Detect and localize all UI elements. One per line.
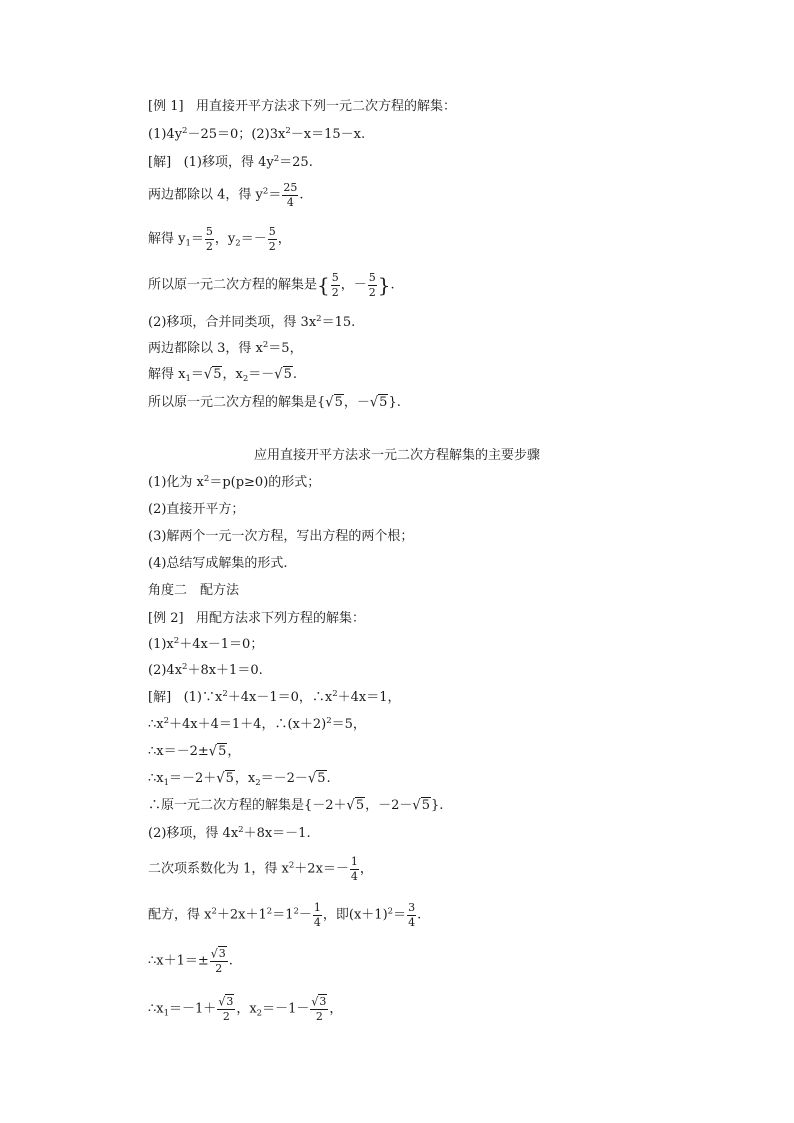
numerator: 25 [283, 181, 298, 194]
denominator: 2 [315, 1009, 323, 1023]
exp: 2 [182, 662, 188, 672]
exp: 2 [238, 825, 244, 835]
sqrt [325, 395, 344, 410]
radicand: 5 [421, 798, 430, 813]
radical-sign: √ [346, 797, 355, 814]
term: －x＝15－x. [290, 127, 366, 142]
ex1-sol-1 [148, 156, 313, 169]
text: ∴x＋1＝± [148, 953, 209, 969]
ex1-sol-3 [148, 226, 291, 252]
text: ＝－1－ [262, 1001, 310, 1017]
ex1-sol-7 [148, 366, 297, 384]
text: (1)移项，得 4y [183, 155, 274, 170]
ex2-label: [例 2] [148, 611, 184, 626]
text: . [299, 187, 304, 203]
text: ＋4x－1＝0，∴x [227, 690, 333, 705]
ex1-sol-5 [148, 316, 355, 329]
text: (1)∵x [183, 690, 223, 705]
text: ＝－ [240, 231, 267, 247]
ex2-sol-8 [148, 902, 421, 928]
text: ，即(x＋1) [322, 907, 388, 923]
text: ＝ [393, 907, 407, 923]
denominator: 2 [222, 1009, 230, 1023]
num-label: (2) [251, 127, 270, 142]
fraction [350, 856, 359, 882]
term: －25＝0 [187, 127, 239, 142]
text: ，－ [343, 395, 370, 410]
text: ∴x [148, 717, 164, 732]
sqrt [370, 395, 389, 410]
radicand: 5 [334, 395, 343, 410]
ex1-prompt: 用直接开平方法求下列一元二次方程的解集： [195, 99, 456, 114]
ex2-sol-9 [148, 948, 233, 974]
fraction [217, 996, 235, 1022]
text: ＝1 [272, 907, 294, 923]
fraction [407, 902, 416, 928]
radical-sign: √ [311, 994, 319, 1009]
fraction [205, 226, 214, 252]
radicand: 5 [317, 771, 326, 786]
num-label: (1) [148, 127, 167, 142]
text: ＋2x＝－ [294, 861, 349, 877]
fraction [310, 996, 328, 1022]
subscript: 1 [185, 238, 191, 249]
right-brace: } [377, 273, 391, 298]
subscript: 2 [242, 374, 249, 384]
text: ＋4x＋4＝1＋4，∴(x＋2) [169, 717, 327, 732]
exp: 2 [203, 474, 210, 484]
text: . [326, 771, 331, 786]
text: ＋8x＋1＝0. [187, 663, 263, 678]
text: 两边都除以 4，得 y [148, 187, 263, 203]
ex1-problems [148, 128, 365, 141]
sqrt [347, 798, 366, 813]
text: ＝5， [331, 717, 366, 732]
denominator: 4 [313, 915, 321, 929]
numerator: 5 [368, 271, 376, 284]
radical-sign: √ [216, 770, 225, 787]
text: (1)化为 x [148, 475, 204, 490]
solution-label: [解] [148, 690, 172, 705]
ex2-sol-4 [148, 770, 331, 788]
ex2-sol-1 [148, 691, 401, 704]
radicand: 3 [218, 947, 226, 960]
step-3: (3)解两个一元一次方程，写出方程的两个根； [148, 529, 414, 544]
ex1-sol-2 [148, 182, 303, 208]
sqrt [311, 995, 327, 1008]
text: 二次项系数化为 1，得 x [148, 861, 289, 877]
radicand: 3 [319, 995, 327, 1008]
text: 配方，得 x [148, 907, 212, 923]
numerator: 1 [350, 855, 358, 868]
text: (2)移项，合并同类项，得 3x [148, 315, 317, 330]
numerator: 3 [408, 901, 416, 914]
fraction [282, 182, 298, 208]
radical-sign: √ [369, 394, 379, 411]
sqrt [204, 367, 223, 382]
solution-label: [解] [148, 155, 172, 170]
ex2-sol-2 [148, 718, 366, 731]
text: ＋4x－1＝0； [179, 637, 264, 652]
text: ，－ [340, 277, 367, 293]
text: 所以原一元二次方程的解集是{ [148, 395, 326, 410]
ex1-label: [例 1] [148, 99, 184, 114]
text: (2)移项，得 4x [148, 826, 239, 841]
term: 4x [166, 663, 183, 678]
sqrt [209, 744, 228, 759]
text: 解得 x [148, 367, 186, 382]
text: 两边都除以 3，得 x [148, 341, 263, 356]
sqrt [211, 947, 227, 960]
numerator: 5 [331, 271, 339, 284]
text: 解得 y [148, 231, 186, 247]
subscript: 2 [256, 1008, 263, 1019]
text: }. [430, 798, 444, 813]
ex2-sol-10 [148, 996, 342, 1022]
text: ，－2－ [365, 798, 413, 813]
radicand: 5 [218, 744, 227, 759]
exp: 2 [262, 186, 269, 197]
step-1 [148, 476, 320, 489]
exp: 2 [273, 154, 280, 164]
section-angle-2: 角度二 配方法 [148, 583, 240, 598]
term: x [166, 637, 174, 652]
radicand: 5 [283, 367, 292, 382]
subscript: 1 [185, 374, 191, 384]
exp: 2 [182, 126, 188, 136]
text: 所以原一元二次方程的解集是 [148, 277, 318, 293]
radical-sign: √ [307, 770, 317, 787]
ex2-problem-2 [148, 664, 263, 677]
ex1-sol-6 [148, 342, 303, 355]
radical-sign: √ [218, 994, 226, 1009]
radical-sign: √ [210, 946, 218, 961]
subscript: 1 [163, 778, 170, 788]
step-2: (2)直接开平方； [148, 502, 245, 517]
text: . [390, 277, 395, 293]
exp: 2 [211, 906, 217, 917]
sep: ； [238, 127, 252, 142]
text: ＝－1＋ [169, 1001, 217, 1017]
exp: 2 [332, 689, 338, 699]
numerator: 5 [205, 225, 213, 238]
text: ∴x＝－2± [148, 744, 209, 759]
text: . [228, 953, 233, 969]
text: ∴x [148, 771, 164, 786]
radical-sign: √ [325, 394, 334, 411]
text: ， [227, 744, 241, 759]
left-brace: { [317, 273, 330, 298]
exp: 2 [222, 689, 228, 699]
radical-sign: √ [274, 366, 283, 383]
radicand: 5 [213, 367, 222, 382]
sqrt [218, 995, 234, 1008]
denominator: 4 [408, 915, 416, 929]
denominator: 2 [268, 239, 276, 253]
ex1-heading [148, 100, 456, 113]
fraction [210, 948, 228, 974]
denominator: 2 [368, 285, 376, 299]
ex2-heading [148, 612, 365, 625]
ex1-sol-4 [148, 272, 395, 298]
sqrt [412, 798, 431, 813]
radicand: 5 [355, 798, 365, 813]
exp: 2 [285, 126, 291, 136]
steps-title: 应用直接开平方法求一元二次方程解集的主要步骤 [253, 448, 540, 463]
numerator: 5 [268, 225, 276, 238]
text: }. [388, 395, 401, 410]
text: ＝ [190, 231, 204, 247]
text: ，x [234, 771, 256, 786]
denominator: 4 [286, 195, 294, 209]
text: . [292, 367, 297, 382]
text: ＝5， [268, 341, 303, 356]
text: ， [359, 861, 373, 877]
text: ＝－ [248, 367, 275, 382]
ex2-sol-7 [148, 856, 373, 882]
numerator: 1 [313, 901, 321, 914]
exp: 2 [173, 636, 180, 646]
numerator [310, 996, 328, 1010]
text: ，x [222, 367, 243, 382]
ex2-sol-5 [148, 799, 443, 812]
fraction [368, 272, 377, 298]
exp: 2 [262, 340, 269, 350]
exp: 2 [288, 860, 295, 871]
text: ＝15. [321, 315, 356, 330]
sqrt [308, 771, 327, 786]
text: ，y [214, 231, 236, 247]
text: ， [277, 231, 291, 247]
term: 3x [269, 127, 286, 142]
radicand: 3 [226, 995, 234, 1008]
radicand: 5 [225, 771, 234, 786]
text: ＋2x＋1 [216, 907, 267, 923]
denominator: 2 [215, 961, 223, 975]
exp: 2 [387, 906, 394, 917]
ex2-sol-3 [148, 745, 240, 758]
subscript: 2 [255, 778, 261, 788]
numerator [217, 996, 235, 1010]
text: ＝－2＋ [169, 771, 217, 786]
sqrt [274, 367, 293, 382]
denominator: 4 [350, 869, 358, 883]
text: ＝p(p≥0)的形式； [209, 475, 321, 490]
exp: 2 [266, 906, 273, 917]
text: ＝－2－ [260, 771, 308, 786]
fraction [313, 902, 322, 928]
radical-sign: √ [208, 743, 218, 760]
numerator [210, 948, 228, 962]
radical-sign: √ [203, 366, 213, 383]
radicand: 5 [379, 395, 388, 410]
subscript: 1 [163, 1008, 170, 1019]
term: 4y [166, 127, 183, 142]
sqrt [216, 771, 235, 786]
exp: 2 [293, 906, 299, 917]
denominator: 2 [205, 239, 213, 253]
step-4: (4)总结写成解集的形式. [148, 556, 288, 571]
fraction [331, 272, 340, 298]
text: . [417, 907, 422, 923]
text: ∴x [148, 1001, 164, 1017]
text: ＋8x＝－1. [243, 826, 311, 841]
text: ＝ [268, 187, 282, 203]
text: ， [329, 1001, 343, 1017]
ex2-sol-6 [148, 827, 311, 840]
exp: 2 [163, 716, 170, 726]
text: ＋4x＝1， [337, 690, 401, 705]
ex2-prompt: 用配方法求下列方程的解集： [195, 611, 365, 626]
fraction [268, 226, 277, 252]
text: ∴原一元二次方程的解集是{－2＋ [148, 798, 347, 813]
radical-sign: √ [412, 797, 421, 814]
text: ＝ [190, 367, 204, 382]
num-label: (2) [148, 663, 167, 678]
exp: 2 [316, 314, 322, 324]
ex2-problem-1 [148, 638, 263, 651]
denominator: 2 [331, 285, 339, 299]
ex1-sol-8 [148, 396, 401, 409]
text: ＝25. [279, 155, 313, 170]
exp: 2 [326, 716, 332, 726]
text: － [298, 907, 312, 923]
num-label: (1) [148, 637, 167, 652]
subscript: 2 [235, 238, 241, 249]
text: ，x [236, 1001, 257, 1017]
